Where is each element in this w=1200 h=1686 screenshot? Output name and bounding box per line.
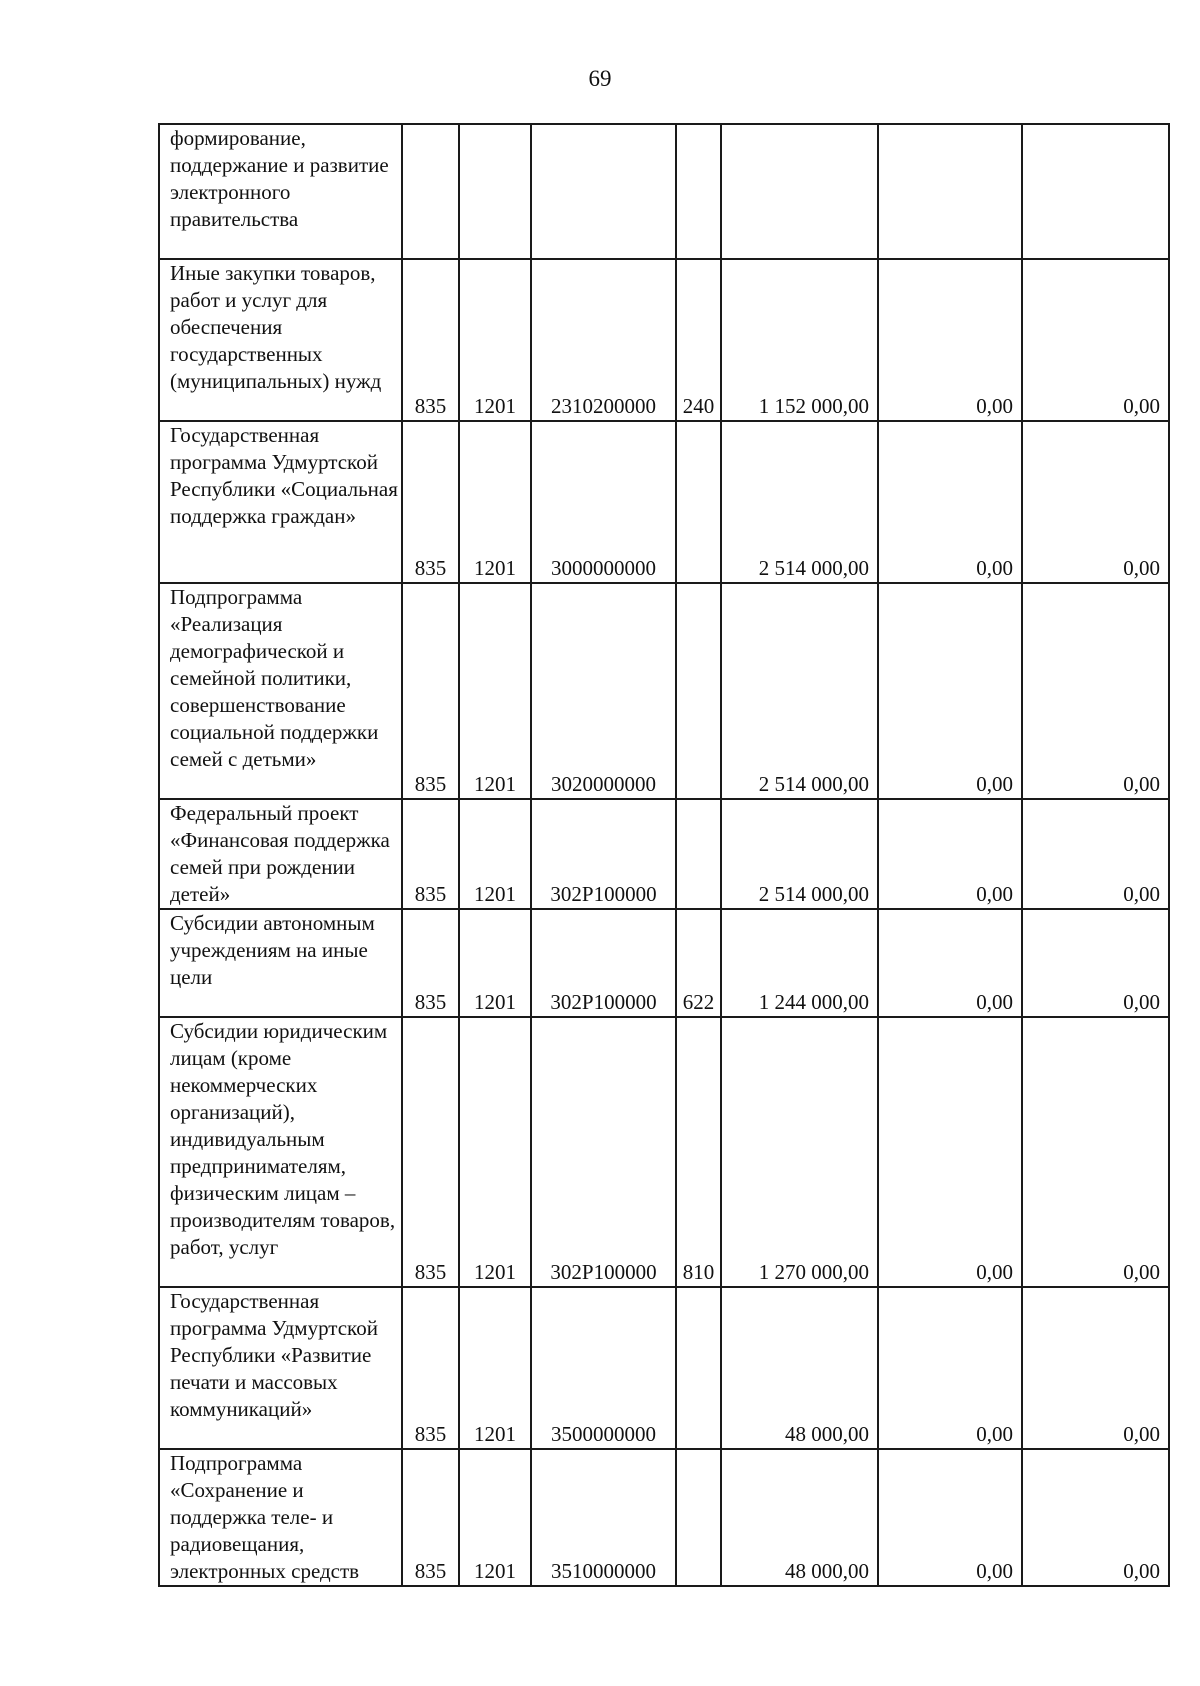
section-code-cell — [459, 259, 531, 421]
target-article-cell — [531, 124, 676, 259]
amount-year1-text: 48 000,00 — [785, 1422, 869, 1446]
ministry-code-cell — [402, 1017, 459, 1287]
ministry-code-text: 835 — [414, 772, 447, 796]
target-article-cell — [531, 583, 676, 799]
amount-year3-text: 0,00 — [1123, 394, 1160, 418]
table-row — [159, 1017, 1169, 1287]
ministry-code-cell — [402, 909, 459, 1017]
target-article-cell — [531, 259, 676, 421]
target-article-text: 3500000000 — [551, 1422, 656, 1446]
section-code-cell — [459, 1017, 531, 1287]
amount-year3-cell — [1022, 909, 1169, 1017]
table-row — [159, 259, 1169, 421]
section-code-text: 1201 — [474, 882, 516, 906]
target-article-text: 3510000000 — [551, 1559, 656, 1583]
expense-type-cell — [676, 124, 721, 259]
amount-year3-cell — [1022, 124, 1169, 259]
section-code-text: 1201 — [474, 772, 516, 796]
expense-type-cell — [676, 909, 721, 1017]
section-code-cell — [459, 421, 531, 583]
amount-year1-text: 2 514 000,00 — [758, 882, 869, 906]
expense-type-text: 240 — [682, 394, 715, 418]
amount-year2-text: 0,00 — [976, 882, 1013, 906]
row-name-cell — [159, 1017, 402, 1287]
target-article-cell — [531, 909, 676, 1017]
ministry-code-cell — [402, 259, 459, 421]
amount-year2-text: 0,00 — [976, 1260, 1013, 1284]
ministry-code-cell — [402, 421, 459, 583]
row-name-text: Федеральный проект «Финансовая поддержка семей при рождении детей» — [170, 801, 390, 906]
amount-year2-cell — [878, 1287, 1022, 1449]
section-code-cell — [459, 909, 531, 1017]
amount-year2-cell — [878, 1449, 1022, 1586]
amount-year2-cell — [878, 583, 1022, 799]
amount-year1-cell — [721, 124, 878, 259]
target-article-cell — [531, 1017, 676, 1287]
expense-type-cell — [676, 1449, 721, 1586]
expense-type-cell — [676, 1287, 721, 1449]
expense-type-cell — [676, 421, 721, 583]
row-name-cell — [159, 421, 402, 583]
ministry-code-text: 835 — [414, 1260, 447, 1284]
amount-year1-text: 1 244 000,00 — [758, 990, 869, 1014]
amount-year1-cell — [721, 421, 878, 583]
amount-year2-cell — [878, 1017, 1022, 1287]
section-code-cell — [459, 799, 531, 909]
row-name-cell — [159, 583, 402, 799]
section-code-text: 1201 — [474, 1559, 516, 1583]
table-row — [159, 1287, 1169, 1449]
amount-year3-cell — [1022, 421, 1169, 583]
amount-year1-text: 2 514 000,00 — [758, 772, 869, 796]
ministry-code-text: 835 — [414, 1422, 447, 1446]
amount-year3-cell — [1022, 1017, 1169, 1287]
amount-year3-text: 0,00 — [1123, 556, 1160, 580]
table-row — [159, 124, 1169, 259]
amount-year1-text: 2 514 000,00 — [758, 556, 869, 580]
amount-year3-cell — [1022, 799, 1169, 909]
table-row — [159, 799, 1169, 909]
section-code-cell — [459, 1287, 531, 1449]
row-name-text: формирование, поддержание и развитие электронного правительства — [170, 126, 389, 231]
amount-year2-cell — [878, 799, 1022, 909]
target-article-text: 302Р100000 — [550, 882, 657, 906]
budget-table — [158, 123, 1170, 1587]
row-name-cell — [159, 259, 402, 421]
amount-year1-cell — [721, 1017, 878, 1287]
expense-type-cell — [676, 583, 721, 799]
amount-year2-cell — [878, 124, 1022, 259]
expense-type-cell — [676, 1017, 721, 1287]
section-code-text: 1201 — [474, 1422, 516, 1446]
amount-year1-cell — [721, 1287, 878, 1449]
amount-year2-cell — [878, 259, 1022, 421]
row-name-cell — [159, 799, 402, 909]
amount-year3-text: 0,00 — [1123, 772, 1160, 796]
row-name-text: Государственная программа Удмуртской Республики «Развитие печати и массовых коммуникаций» — [170, 1289, 378, 1421]
section-code-cell — [459, 124, 531, 259]
row-name-text: Субсидии автономным учреждениям на иные цели — [170, 911, 375, 989]
ministry-code-cell — [402, 583, 459, 799]
section-code-cell — [459, 1449, 531, 1586]
target-article-cell — [531, 799, 676, 909]
amount-year3-cell — [1022, 583, 1169, 799]
amount-year3-text: 0,00 — [1123, 990, 1160, 1014]
expense-type-cell — [676, 259, 721, 421]
row-name-text: Субсидии юридическим лицам (кроме некоммерческих организаций), индивидуальным предпринимателям, физическим лицам – производителям товаров, работ, услуг — [170, 1019, 396, 1259]
row-name-text: Иные закупки товаров, работ и услуг для обеспечения государственных (муниципальных) нужд — [170, 261, 382, 393]
row-name-cell — [159, 1287, 402, 1449]
row-name-cell — [159, 909, 402, 1017]
ministry-code-text: 835 — [414, 1559, 447, 1583]
amount-year3-cell — [1022, 259, 1169, 421]
amount-year3-cell — [1022, 1287, 1169, 1449]
table-row — [159, 909, 1169, 1017]
expense-type-text: 810 — [682, 1260, 715, 1284]
expense-type-cell — [676, 799, 721, 909]
amount-year3-text: 0,00 — [1123, 1559, 1160, 1583]
section-code-cell — [459, 583, 531, 799]
amount-year2-text: 0,00 — [976, 1422, 1013, 1446]
ministry-code-text: 835 — [414, 556, 447, 580]
amount-year2-text: 0,00 — [976, 990, 1013, 1014]
row-name-text: Подпрограмма «Сохранение и поддержка теле- и радиовещания, электронных средств — [170, 1451, 360, 1583]
section-code-text: 1201 — [474, 556, 516, 580]
amount-year2-cell — [878, 421, 1022, 583]
ministry-code-cell — [402, 1287, 459, 1449]
ministry-code-text: 835 — [414, 990, 447, 1014]
row-name-cell — [159, 124, 402, 259]
amount-year2-text: 0,00 — [976, 556, 1013, 580]
amount-year1-cell — [721, 583, 878, 799]
amount-year1-text: 1 270 000,00 — [758, 1260, 869, 1284]
section-code-text: 1201 — [474, 394, 516, 418]
amount-year2-text: 0,00 — [976, 1559, 1013, 1583]
ministry-code-cell — [402, 1449, 459, 1586]
amount-year2-cell — [878, 909, 1022, 1017]
table-row — [159, 1449, 1169, 1586]
amount-year2-text: 0,00 — [976, 772, 1013, 796]
amount-year1-cell — [721, 799, 878, 909]
amount-year3-cell — [1022, 1449, 1169, 1586]
table-row — [159, 583, 1169, 799]
ministry-code-cell — [402, 124, 459, 259]
target-article-text: 302Р100000 — [550, 1260, 657, 1284]
amount-year1-text: 48 000,00 — [785, 1559, 869, 1583]
target-article-cell — [531, 421, 676, 583]
section-code-text: 1201 — [474, 1260, 516, 1284]
amount-year1-cell — [721, 909, 878, 1017]
ministry-code-text: 835 — [414, 394, 447, 418]
amount-year2-text: 0,00 — [976, 394, 1013, 418]
target-article-cell — [531, 1449, 676, 1586]
target-article-text: 302Р100000 — [550, 990, 657, 1014]
amount-year3-text: 0,00 — [1123, 882, 1160, 906]
page-number: 69 — [588, 66, 612, 91]
target-article-cell — [531, 1287, 676, 1449]
section-code-text: 1201 — [474, 990, 516, 1014]
target-article-text: 2310200000 — [551, 394, 656, 418]
target-article-text: 3000000000 — [551, 556, 656, 580]
amount-year3-text: 0,00 — [1123, 1260, 1160, 1284]
amount-year1-cell — [721, 1449, 878, 1586]
expense-type-text: 622 — [682, 990, 715, 1014]
ministry-code-text: 835 — [414, 882, 447, 906]
row-name-text: Государственная программа Удмуртской Республики «Социальная поддержка граждан» — [170, 423, 398, 528]
amount-year1-text: 1 152 000,00 — [758, 394, 869, 418]
ministry-code-cell — [402, 799, 459, 909]
amount-year3-text: 0,00 — [1123, 1422, 1160, 1446]
row-name-text: Подпрограмма «Реализация демографической и семейной политики, совершенствование социальной поддержки семей с детьми» — [170, 585, 379, 771]
target-article-text: 3020000000 — [551, 772, 656, 796]
table-row — [159, 421, 1169, 583]
amount-year1-cell — [721, 259, 878, 421]
row-name-cell — [159, 1449, 402, 1586]
